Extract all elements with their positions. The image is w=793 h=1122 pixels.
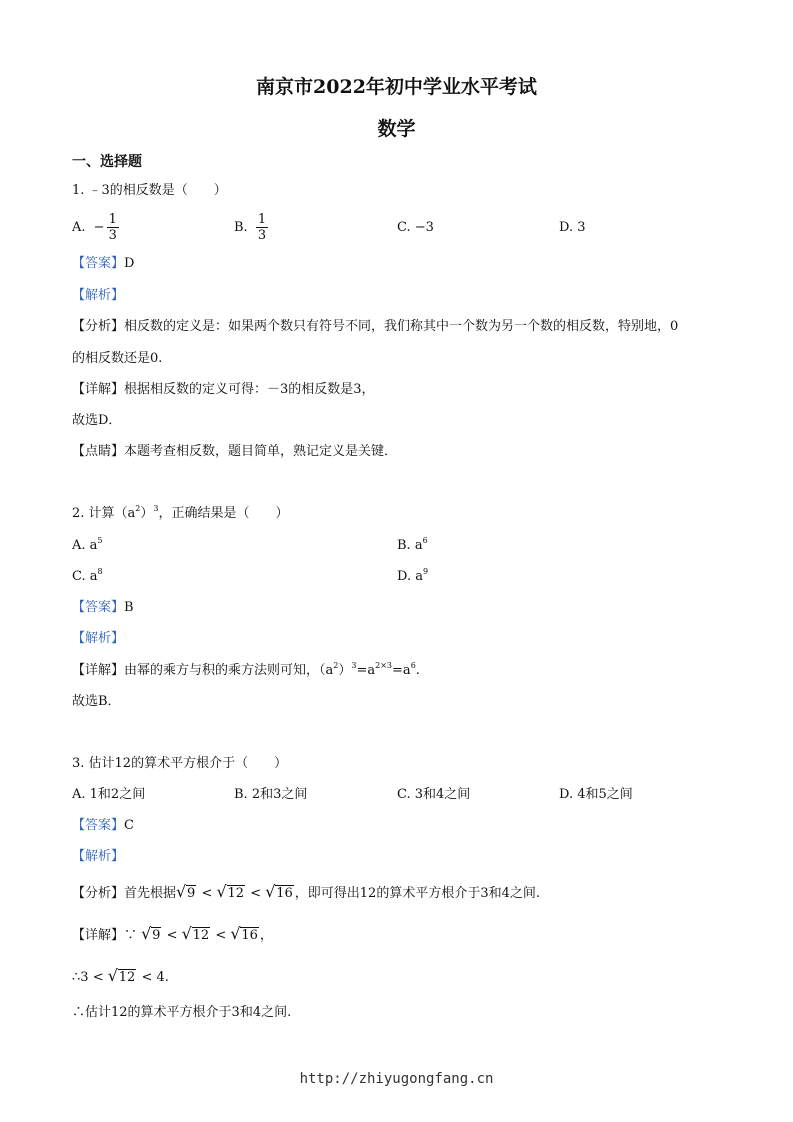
q1-option-d: D. 3	[559, 220, 586, 235]
q3-option-d: D. 4和5之间	[559, 787, 633, 802]
q3-answer: 【答案】C	[72, 818, 134, 833]
q1-option-a: A. − $\frac{1}{3}$	[72, 212, 117, 243]
q2-option-c: C. $a^8$	[72, 567, 103, 584]
q3-therefore: ∴3 < √ 12 < 4.	[72, 970, 169, 986]
q2-detail: 【详解】由幂的乘方与积的乘方法则可知，$(a^2)^3=a^{2\times 3}=a^6$.	[72, 661, 420, 678]
q2-option-d: D. $a^9$	[397, 567, 429, 584]
q2-analysis-tag: 【解析】	[72, 631, 125, 646]
subject-title: 数学	[377, 118, 416, 140]
q3-option-a: A. 1和2之间	[72, 787, 146, 802]
q2-answer: 【答案】B	[72, 600, 134, 615]
q1-fenxi-cont: 的相反数还是0.	[72, 351, 163, 366]
q1-answer: 【答案】D	[72, 256, 135, 271]
q2-stem: 2. 计算$(a^2)^3$，正确结果是（ ）	[72, 504, 289, 521]
q3-detail: 【详解】∵ √ 9 < √ 12 < √ 16 ，	[72, 928, 273, 944]
q1-comment: 【点睛】本题考查相反数，题目简单，熟记定义是关键．	[72, 444, 398, 459]
q3-option-c: C. 3和4之间	[397, 787, 471, 802]
q3-stem: 3. 估计12的算术平方根介于（ ）	[72, 756, 288, 771]
q2-option-b: B. $a^6$	[397, 536, 428, 553]
q1-option-c: C. −3	[397, 220, 434, 235]
q3-fenxi: 【分析】首先根据√ 9 < √ 12 < √ 16 ，即可得出12的算术平方根介于3和4之间.	[72, 886, 540, 902]
q1-stem: 1. ﹣3的相反数是（ ）	[72, 183, 227, 198]
q2-choose: 故选B．	[72, 694, 121, 709]
q1-choose: 故选D．	[72, 413, 122, 428]
q1-option-b: B. $\frac{1}{3}$	[234, 212, 267, 243]
q3-conclusion: ∴估计12的算术平方根介于3和4之间.	[72, 1005, 292, 1020]
q1-fenxi: 【分析】相反数的定义是：如果两个数只有符号不同，我们称其中一个数为另一个数的相反数，特别地，0	[72, 319, 679, 334]
q2-option-a: A. $a^5$	[72, 536, 103, 553]
footer-url[interactable]: http://zhiyugongfang.cn	[299, 1071, 494, 1087]
q1-analysis-tag: 【解析】	[72, 288, 125, 303]
exam-title: 南京市2022年初中学业水平考试	[256, 76, 537, 98]
q3-option-b: B. 2和3之间	[234, 787, 308, 802]
q3-analysis-tag: 【解析】	[72, 849, 125, 864]
section-heading: 一、选择题	[72, 154, 142, 170]
q1-detail: 【详解】根据相反数的定义可得：－3的相反数是3，	[72, 382, 375, 397]
